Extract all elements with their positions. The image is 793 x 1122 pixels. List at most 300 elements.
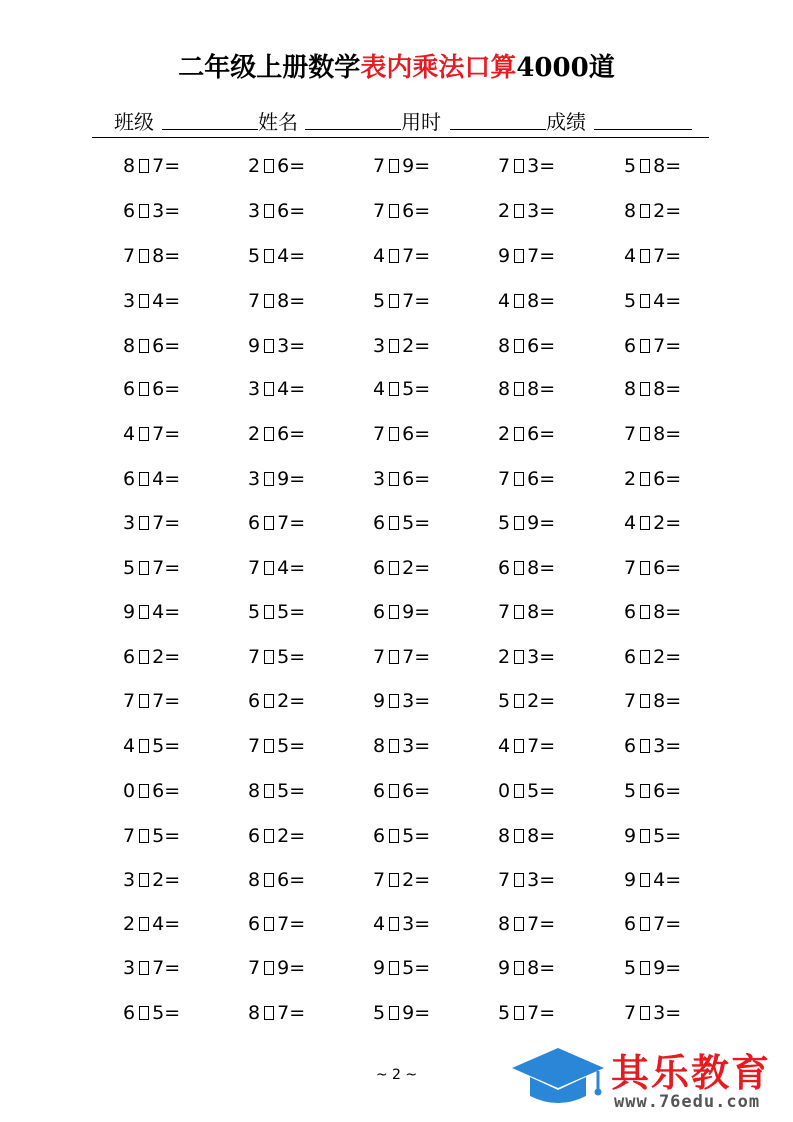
operator-box-icon	[389, 249, 399, 263]
problem-item	[248, 869, 305, 891]
operand-b: 7	[152, 957, 165, 979]
operator-box-icon	[264, 561, 274, 575]
equals-sign: =	[289, 957, 306, 979]
operand-a: 5	[498, 512, 511, 534]
problem-item	[123, 957, 180, 979]
operand-a: 7	[248, 646, 261, 668]
score-label: 成绩	[546, 110, 586, 134]
operand-b: 7	[152, 512, 165, 534]
equals-sign: =	[289, 1002, 306, 1024]
operator-box-icon	[389, 204, 399, 218]
problem-item	[624, 957, 681, 979]
operand-a: 7	[498, 468, 511, 490]
brand-name: 其乐教育	[611, 1051, 772, 1095]
equals-sign: =	[665, 780, 682, 802]
class-label: 班级	[114, 110, 154, 134]
operator-box-icon	[389, 159, 399, 173]
operator-box-icon	[514, 204, 524, 218]
operator-box-icon	[389, 917, 399, 931]
problem-item	[498, 646, 555, 668]
operand-b: 6	[402, 200, 415, 222]
operand-a: 2	[498, 200, 511, 222]
operand-a: 7	[373, 200, 386, 222]
operand-b: 4	[653, 290, 666, 312]
operand-a: 5	[498, 690, 511, 712]
operator-box-icon	[514, 1006, 524, 1020]
operand-a: 2	[498, 423, 511, 445]
equals-sign: =	[164, 601, 181, 623]
operand-a: 9	[373, 690, 386, 712]
operand-a: 4	[123, 735, 136, 757]
equals-sign: =	[289, 155, 306, 177]
problem-item	[498, 1002, 555, 1024]
problem-item	[624, 1002, 681, 1024]
operand-a: 9	[624, 869, 637, 891]
operator-box-icon	[514, 516, 524, 530]
equals-sign: =	[164, 290, 181, 312]
operand-a: 5	[248, 245, 261, 267]
problem-item	[123, 735, 180, 757]
equals-sign: =	[164, 200, 181, 222]
equals-sign: =	[539, 1002, 556, 1024]
problem-item	[373, 200, 430, 222]
operator-box-icon	[514, 739, 524, 753]
operand-b: 9	[277, 957, 290, 979]
operand-b: 7	[277, 913, 290, 935]
problem-item	[624, 869, 681, 891]
title-part1: 二年级上册数学	[178, 53, 361, 83]
operand-a: 2	[498, 646, 511, 668]
equals-sign: =	[289, 512, 306, 534]
problem-item	[624, 512, 681, 534]
operand-b: 6	[653, 780, 666, 802]
operand-a: 2	[123, 913, 136, 935]
problem-item	[123, 378, 180, 400]
operand-b: 6	[277, 200, 290, 222]
equals-sign: =	[289, 200, 306, 222]
problem-item	[123, 690, 180, 712]
problem-item	[498, 825, 555, 847]
equals-sign: =	[414, 735, 431, 757]
operand-b: 8	[152, 245, 165, 267]
equals-sign: =	[665, 690, 682, 712]
problem-item	[624, 913, 681, 935]
operand-a: 5	[624, 957, 637, 979]
problem-item	[624, 155, 681, 177]
operand-a: 2	[248, 155, 261, 177]
operand-a: 7	[373, 423, 386, 445]
operand-a: 7	[624, 423, 637, 445]
equals-sign: =	[289, 913, 306, 935]
operator-box-icon	[640, 650, 650, 664]
problem-item	[498, 423, 555, 445]
operand-b: 8	[527, 557, 540, 579]
operand-a: 0	[123, 780, 136, 802]
operand-a: 5	[624, 780, 637, 802]
operand-a: 6	[123, 200, 136, 222]
operand-b: 2	[277, 690, 290, 712]
operand-a: 7	[123, 245, 136, 267]
operand-a: 7	[373, 155, 386, 177]
operator-box-icon	[139, 917, 149, 931]
equals-sign: =	[665, 646, 682, 668]
operand-b: 5	[402, 378, 415, 400]
operator-box-icon	[640, 784, 650, 798]
operator-box-icon	[139, 829, 149, 843]
equals-sign: =	[164, 690, 181, 712]
operand-b: 5	[277, 735, 290, 757]
equals-sign: =	[414, 468, 431, 490]
operand-a: 7	[123, 825, 136, 847]
operand-a: 5	[624, 290, 637, 312]
operand-a: 7	[248, 957, 261, 979]
operand-a: 7	[248, 735, 261, 757]
operand-a: 7	[624, 690, 637, 712]
operand-b: 4	[152, 468, 165, 490]
operand-a: 5	[373, 290, 386, 312]
equals-sign: =	[414, 825, 431, 847]
operand-a: 3	[123, 869, 136, 891]
operator-box-icon	[640, 294, 650, 308]
equals-sign: =	[539, 290, 556, 312]
operand-b: 4	[277, 245, 290, 267]
operator-box-icon	[264, 694, 274, 708]
operator-box-icon	[264, 829, 274, 843]
operand-a: 9	[373, 957, 386, 979]
operator-box-icon	[640, 829, 650, 843]
operand-b: 7	[402, 646, 415, 668]
operator-box-icon	[389, 427, 399, 441]
problem-item	[373, 601, 430, 623]
equals-sign: =	[164, 155, 181, 177]
problem-item	[248, 735, 305, 757]
problem-item	[498, 290, 555, 312]
operator-box-icon	[514, 472, 524, 486]
operand-a: 4	[373, 378, 386, 400]
problem-item	[373, 1002, 430, 1024]
operand-b: 2	[527, 690, 540, 712]
operand-a: 6	[624, 913, 637, 935]
problem-item	[373, 735, 430, 757]
problem-item	[498, 735, 555, 757]
operand-a: 8	[498, 335, 511, 357]
operand-b: 8	[653, 155, 666, 177]
operator-box-icon	[514, 961, 524, 975]
equals-sign: =	[665, 468, 682, 490]
equals-sign: =	[164, 780, 181, 802]
operator-box-icon	[389, 829, 399, 843]
problem-item	[373, 245, 430, 267]
problem-item	[123, 557, 180, 579]
equals-sign: =	[539, 780, 556, 802]
operator-box-icon	[640, 561, 650, 575]
problem-item	[123, 825, 180, 847]
equals-sign: =	[414, 913, 431, 935]
equals-sign: =	[539, 690, 556, 712]
operand-b: 8	[527, 825, 540, 847]
operator-box-icon	[640, 159, 650, 173]
operator-box-icon	[139, 873, 149, 887]
time-label: 用时	[401, 110, 441, 134]
problem-item	[123, 869, 180, 891]
problem-item	[498, 200, 555, 222]
operand-a: 7	[498, 869, 511, 891]
problem-item	[624, 335, 681, 357]
operand-b: 6	[527, 423, 540, 445]
equals-sign: =	[414, 780, 431, 802]
operand-a: 5	[624, 155, 637, 177]
problem-item	[624, 200, 681, 222]
operator-box-icon	[264, 249, 274, 263]
equals-sign: =	[414, 646, 431, 668]
equals-sign: =	[665, 245, 682, 267]
operand-a: 3	[248, 200, 261, 222]
operator-box-icon	[264, 382, 274, 396]
operand-a: 3	[123, 957, 136, 979]
operator-box-icon	[640, 694, 650, 708]
equals-sign: =	[539, 512, 556, 534]
equals-sign: =	[164, 512, 181, 534]
operator-box-icon	[640, 472, 650, 486]
operator-box-icon	[640, 873, 650, 887]
operand-a: 3	[123, 290, 136, 312]
equals-sign: =	[289, 646, 306, 668]
equals-sign: =	[665, 825, 682, 847]
operand-a: 6	[624, 601, 637, 623]
equals-sign: =	[164, 335, 181, 357]
operand-b: 3	[402, 913, 415, 935]
operand-b: 2	[402, 335, 415, 357]
problem-item	[498, 557, 555, 579]
operator-box-icon	[514, 605, 524, 619]
operand-b: 6	[402, 423, 415, 445]
equals-sign: =	[164, 1002, 181, 1024]
operand-b: 2	[402, 557, 415, 579]
operand-b: 7	[653, 913, 666, 935]
operator-box-icon	[139, 961, 149, 975]
operator-box-icon	[640, 204, 650, 218]
equals-sign: =	[164, 957, 181, 979]
problem-item	[498, 245, 555, 267]
problem-item	[248, 245, 305, 267]
operand-b: 8	[527, 601, 540, 623]
operand-a: 6	[373, 780, 386, 802]
operator-box-icon	[264, 873, 274, 887]
problem-item	[248, 378, 305, 400]
problem-item	[123, 913, 180, 935]
equals-sign: =	[665, 601, 682, 623]
operator-box-icon	[389, 605, 399, 619]
operator-box-icon	[139, 427, 149, 441]
problem-item	[123, 512, 180, 534]
problem-item	[373, 290, 430, 312]
operator-box-icon	[640, 917, 650, 931]
problem-item	[624, 423, 681, 445]
operator-box-icon	[389, 961, 399, 975]
operator-box-icon	[139, 784, 149, 798]
operator-box-icon	[264, 1006, 274, 1020]
operand-b: 9	[402, 601, 415, 623]
equals-sign: =	[665, 423, 682, 445]
equals-sign: =	[665, 869, 682, 891]
operator-box-icon	[389, 561, 399, 575]
operator-box-icon	[640, 339, 650, 353]
operand-b: 2	[653, 200, 666, 222]
problem-item	[373, 512, 430, 534]
operand-b: 8	[527, 957, 540, 979]
operator-box-icon	[139, 294, 149, 308]
operand-b: 3	[527, 869, 540, 891]
operand-a: 7	[248, 290, 261, 312]
problem-item	[498, 155, 555, 177]
equals-sign: =	[164, 557, 181, 579]
problem-item	[624, 690, 681, 712]
operand-a: 4	[624, 512, 637, 534]
operand-b: 9	[653, 957, 666, 979]
problem-item	[373, 869, 430, 891]
operand-b: 6	[653, 468, 666, 490]
problem-item	[624, 780, 681, 802]
problem-item	[498, 869, 555, 891]
operand-a: 9	[624, 825, 637, 847]
equals-sign: =	[665, 155, 682, 177]
equals-sign: =	[164, 735, 181, 757]
equals-sign: =	[539, 335, 556, 357]
operator-box-icon	[514, 561, 524, 575]
equals-sign: =	[164, 245, 181, 267]
problem-item	[373, 468, 430, 490]
operand-b: 7	[277, 1002, 290, 1024]
operator-box-icon	[514, 294, 524, 308]
problem-item	[498, 468, 555, 490]
operand-b: 5	[277, 780, 290, 802]
operand-b: 6	[277, 155, 290, 177]
operator-box-icon	[139, 561, 149, 575]
operator-box-icon	[139, 739, 149, 753]
equals-sign: =	[665, 335, 682, 357]
operand-b: 5	[402, 512, 415, 534]
equals-sign: =	[665, 735, 682, 757]
operator-box-icon	[514, 917, 524, 931]
operator-box-icon	[389, 1006, 399, 1020]
problem-item	[624, 646, 681, 668]
operand-a: 6	[248, 690, 261, 712]
equals-sign: =	[289, 423, 306, 445]
operator-box-icon	[264, 516, 274, 530]
equals-sign: =	[414, 957, 431, 979]
operator-box-icon	[264, 650, 274, 664]
operand-b: 7	[277, 512, 290, 534]
operator-box-icon	[264, 159, 274, 173]
operand-a: 3	[373, 335, 386, 357]
operand-a: 6	[123, 378, 136, 400]
operator-box-icon	[264, 605, 274, 619]
equals-sign: =	[665, 200, 682, 222]
problem-item	[248, 957, 305, 979]
problem-item	[123, 245, 180, 267]
problem-item	[248, 646, 305, 668]
problem-item	[123, 200, 180, 222]
operator-box-icon	[389, 472, 399, 486]
operand-b: 8	[527, 290, 540, 312]
operand-b: 6	[402, 780, 415, 802]
operand-a: 7	[498, 601, 511, 623]
equals-sign: =	[414, 155, 431, 177]
operand-b: 9	[527, 512, 540, 534]
operator-box-icon	[389, 739, 399, 753]
equals-sign: =	[414, 245, 431, 267]
operator-box-icon	[264, 294, 274, 308]
operand-a: 6	[373, 601, 386, 623]
operand-a: 2	[624, 468, 637, 490]
operand-b: 5	[527, 780, 540, 802]
operand-b: 6	[653, 557, 666, 579]
operand-b: 4	[277, 378, 290, 400]
operand-b: 9	[277, 468, 290, 490]
equals-sign: =	[665, 1002, 682, 1024]
operator-box-icon	[514, 382, 524, 396]
operator-box-icon	[264, 739, 274, 753]
problem-item	[123, 290, 180, 312]
operand-b: 7	[527, 245, 540, 267]
operator-box-icon	[514, 694, 524, 708]
operator-box-icon	[139, 249, 149, 263]
problem-item	[123, 1002, 180, 1024]
operand-b: 7	[152, 690, 165, 712]
operand-b: 7	[653, 335, 666, 357]
problem-item	[373, 155, 430, 177]
problem-item	[248, 423, 305, 445]
problem-item	[498, 780, 555, 802]
equals-sign: =	[665, 557, 682, 579]
equals-sign: =	[414, 869, 431, 891]
problem-item	[373, 557, 430, 579]
equals-sign: =	[414, 557, 431, 579]
problem-item	[248, 601, 305, 623]
operand-a: 7	[248, 557, 261, 579]
equals-sign: =	[289, 869, 306, 891]
problem-item	[248, 913, 305, 935]
operand-b: 6	[152, 335, 165, 357]
operand-b: 8	[653, 690, 666, 712]
operand-b: 7	[152, 423, 165, 445]
operand-b: 7	[402, 245, 415, 267]
operand-b: 4	[277, 557, 290, 579]
problem-item	[373, 423, 430, 445]
operand-a: 6	[624, 646, 637, 668]
equals-sign: =	[164, 423, 181, 445]
equals-sign: =	[414, 423, 431, 445]
operator-box-icon	[139, 1006, 149, 1020]
equals-sign: =	[164, 646, 181, 668]
problem-item	[498, 512, 555, 534]
operator-box-icon	[514, 339, 524, 353]
equals-sign: =	[539, 869, 556, 891]
problem-item	[373, 913, 430, 935]
equals-sign: =	[289, 601, 306, 623]
operand-a: 8	[498, 825, 511, 847]
operand-b: 5	[277, 646, 290, 668]
problem-item	[498, 913, 555, 935]
problem-item	[624, 245, 681, 267]
operator-box-icon	[389, 339, 399, 353]
equals-sign: =	[539, 601, 556, 623]
problem-item	[373, 825, 430, 847]
problem-item	[248, 780, 305, 802]
equals-sign: =	[289, 468, 306, 490]
problem-item	[624, 825, 681, 847]
problem-item	[248, 335, 305, 357]
